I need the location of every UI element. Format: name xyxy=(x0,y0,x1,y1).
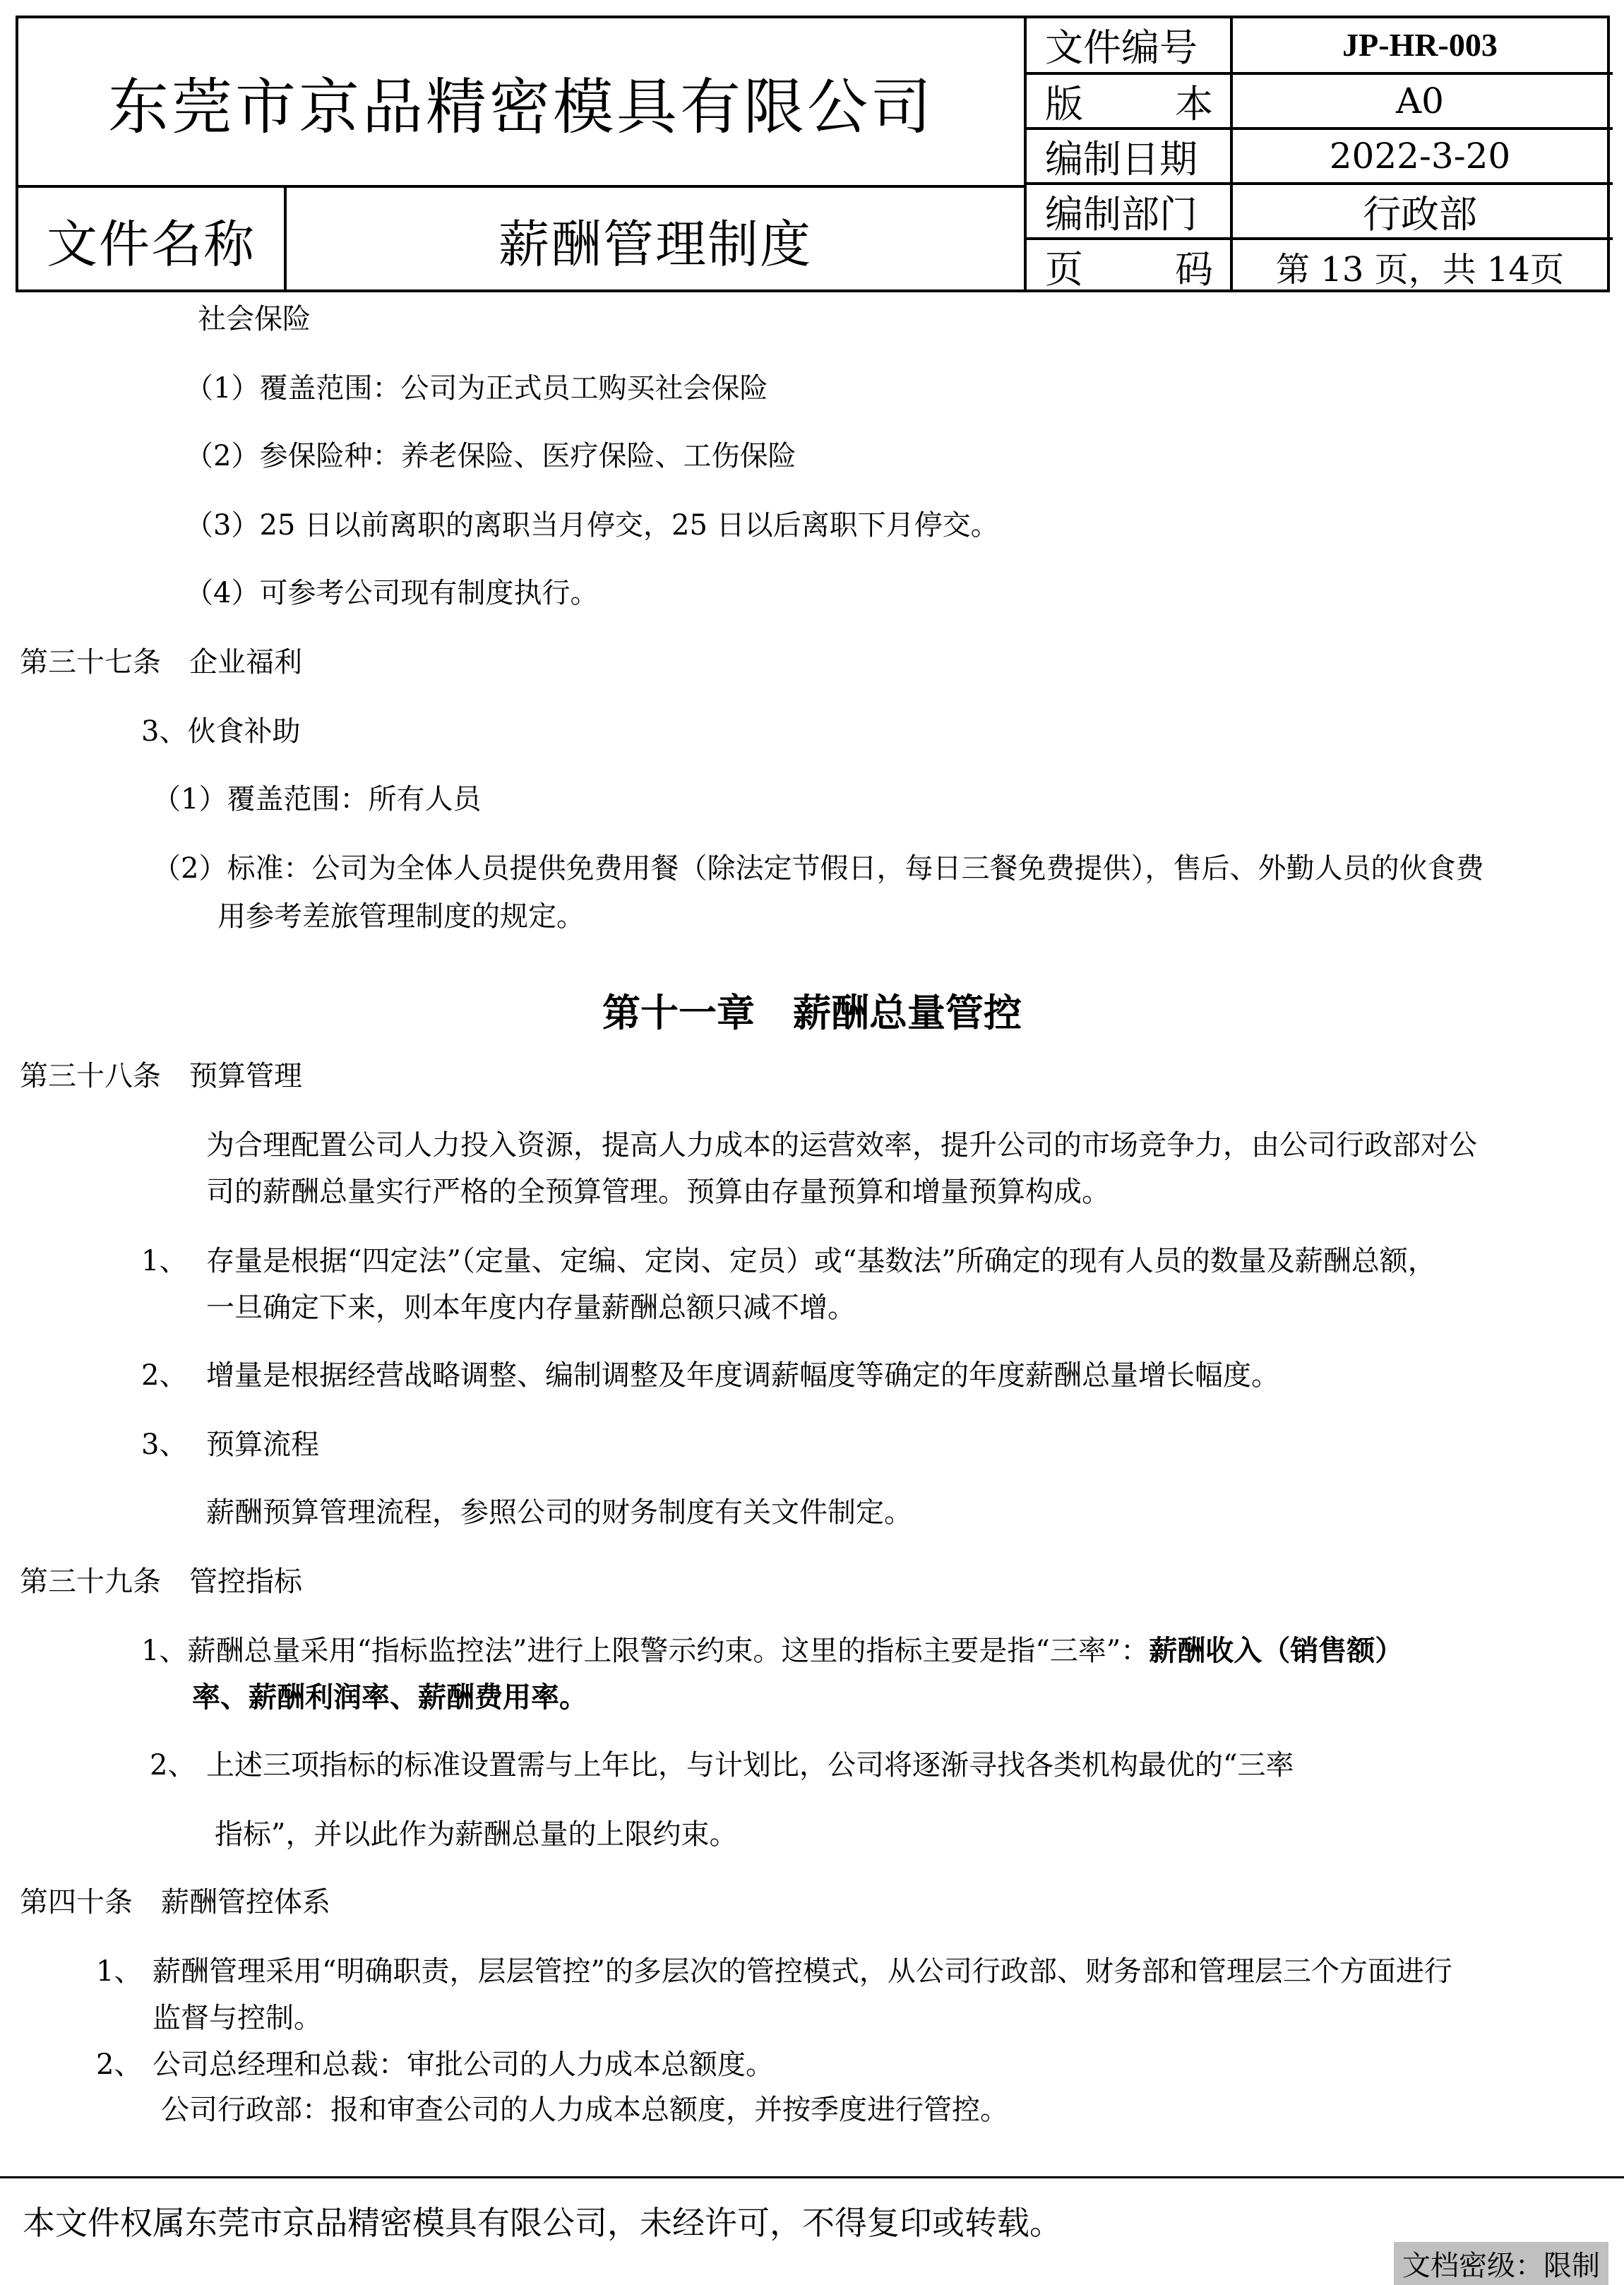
doc-number-label xyxy=(1027,18,1230,71)
article-37-heading: 第三十七条 企业福利 xyxy=(20,646,302,679)
meal-item-2-line-1: （2）标准：公司为全体人员提供免费用餐（除法定节假日，每日三餐免费提供），售后、外勤人员的伙食费 xyxy=(153,852,1484,885)
label-text: 码 xyxy=(1175,246,1213,292)
version-label xyxy=(1027,75,1230,127)
article-39-heading: 第三十九条 管控指标 xyxy=(20,1565,302,1598)
department-value: 行政部 xyxy=(1363,191,1477,237)
footer-divider xyxy=(0,2176,1624,2178)
article-40-item-1-line-2: 监督与控制。 xyxy=(153,2002,322,2034)
normal-text: 1、薪酬总量采用“指标监控法”进行上限警示约束。这里的指标主要是指“三率”： xyxy=(141,1635,1150,1667)
social-item-4: （4）可参考公司现有制度执行。 xyxy=(185,577,599,609)
article-38-intro-line-2: 司的薪酬总量实行严格的全预算管理。预算由存量预算和增量预算构成。 xyxy=(206,1176,1110,1208)
label-text: 版 xyxy=(1045,81,1083,126)
file-name-label: 文件名称 xyxy=(46,215,256,274)
label-text: 本 xyxy=(1175,81,1213,126)
label-text: 编制日期 xyxy=(1045,136,1198,181)
meal-subsidy-title: 3、伙食补助 xyxy=(141,715,301,748)
article-40-item-2: 公司总经理和总裁：审批公司的人力成本总额度。 xyxy=(153,2048,774,2081)
meal-item-2-line-2: 用参考差旅管理制度的规定。 xyxy=(217,900,585,933)
article-38-intro-line-1: 为合理配置公司人力投入资源，提高人力成本的运营效率，提升公司的市场竞争力，由公司行政部对公 xyxy=(206,1129,1477,1162)
version-value: A0 xyxy=(1396,80,1444,121)
meal-item-1: （1）覆盖范围：所有人员 xyxy=(153,783,482,816)
list-number: 3、 xyxy=(141,1428,188,1461)
social-insurance-title: 社会保险 xyxy=(198,303,311,335)
compile-date-value: 2022-3-20 xyxy=(1329,136,1511,177)
label-text: 文件编号 xyxy=(1045,25,1198,70)
doc-number-value: JP-HR-003 xyxy=(1342,26,1498,63)
social-item-1: （1）覆盖范围：公司为正式员工购买社会保险 xyxy=(185,372,768,405)
list-number: 2、 xyxy=(150,1749,196,1782)
chapter-heading: 第十一章 薪酬总量管控 xyxy=(602,991,1022,1035)
article-38-item-2: 增量是根据经营战略调整、编制调整及年度调薪幅度等确定的年度薪酬总量增长幅度。 xyxy=(206,1359,1279,1392)
document-header-table xyxy=(16,16,1610,292)
article-38-item-3-text: 薪酬预算管理流程，参照公司的财务制度有关文件制定。 xyxy=(206,1496,912,1529)
bold-text: 薪酬收入（销售额） xyxy=(1149,1634,1404,1667)
article-40-heading: 第四十条 薪酬管控体系 xyxy=(20,1886,330,1919)
department-label xyxy=(1027,185,1230,237)
article-40-item-1-line-1: 薪酬管理采用“明确职责，层层管控”的多层次的管控模式，从公司行政部、财务部和管理层三个方面进行 xyxy=(153,1955,1452,1988)
article-40-item-3: 公司行政部：报和审查公司的人力成本总额度，并按季度进行管控。 xyxy=(161,2094,1008,2126)
copyright-notice: 本文件权属东莞市京品精密模具有限公司，未经许可，不得复印或转载。 xyxy=(23,2204,1062,2242)
file-name-value: 薪酬管理制度 xyxy=(498,215,812,274)
compile-date-label xyxy=(1027,130,1230,182)
company-name: 东莞市京品精密模具有限公司 xyxy=(108,72,934,143)
article-38-item-3: 预算流程 xyxy=(206,1428,319,1461)
social-item-2: （2）参保险种：养老保险、医疗保险、工伤保险 xyxy=(185,440,796,472)
article-39-item-1-line-1 xyxy=(141,1631,1403,1671)
list-number: 1、 xyxy=(141,1245,188,1277)
security-level-badge: 文档密级：限制 xyxy=(1394,2242,1608,2285)
social-item-3: （3）25 日以前离职的离职当月停交，25 日以后离职下月停交。 xyxy=(185,509,999,542)
label-text: 页 xyxy=(1045,246,1083,292)
list-number: 1、 xyxy=(96,1955,143,1988)
article-38-item-1-line-2: 一旦确定下来，则本年度内存量薪酬总额只减不增。 xyxy=(206,1291,856,1324)
article-39-item-2-line-1: 上述三项指标的标准设置需与上年比，与计划比，公司将逐渐寻找各类机构最优的“三率 xyxy=(206,1749,1294,1782)
article-39-item-2-line-2: 指标”，并以此作为薪酬总量的上限约束。 xyxy=(215,1818,738,1851)
list-number: 2、 xyxy=(141,1359,188,1392)
label-text: 编制部门 xyxy=(1045,191,1198,237)
article-39-item-1-line-2: 率、薪酬利润率、薪酬费用率。 xyxy=(192,1681,587,1714)
article-38-heading: 第三十八条 预算管理 xyxy=(20,1060,302,1092)
page-label xyxy=(1027,240,1230,292)
list-number: 2、 xyxy=(96,2048,143,2081)
article-38-item-1-line-1: 存量是根据“四定法”（定量、定编、定岗、定员）或“基数法”所确定的现有人员的数量及薪酬总额， xyxy=(206,1245,1436,1277)
page-value: 第 13 页，共 14页 xyxy=(1276,249,1564,290)
